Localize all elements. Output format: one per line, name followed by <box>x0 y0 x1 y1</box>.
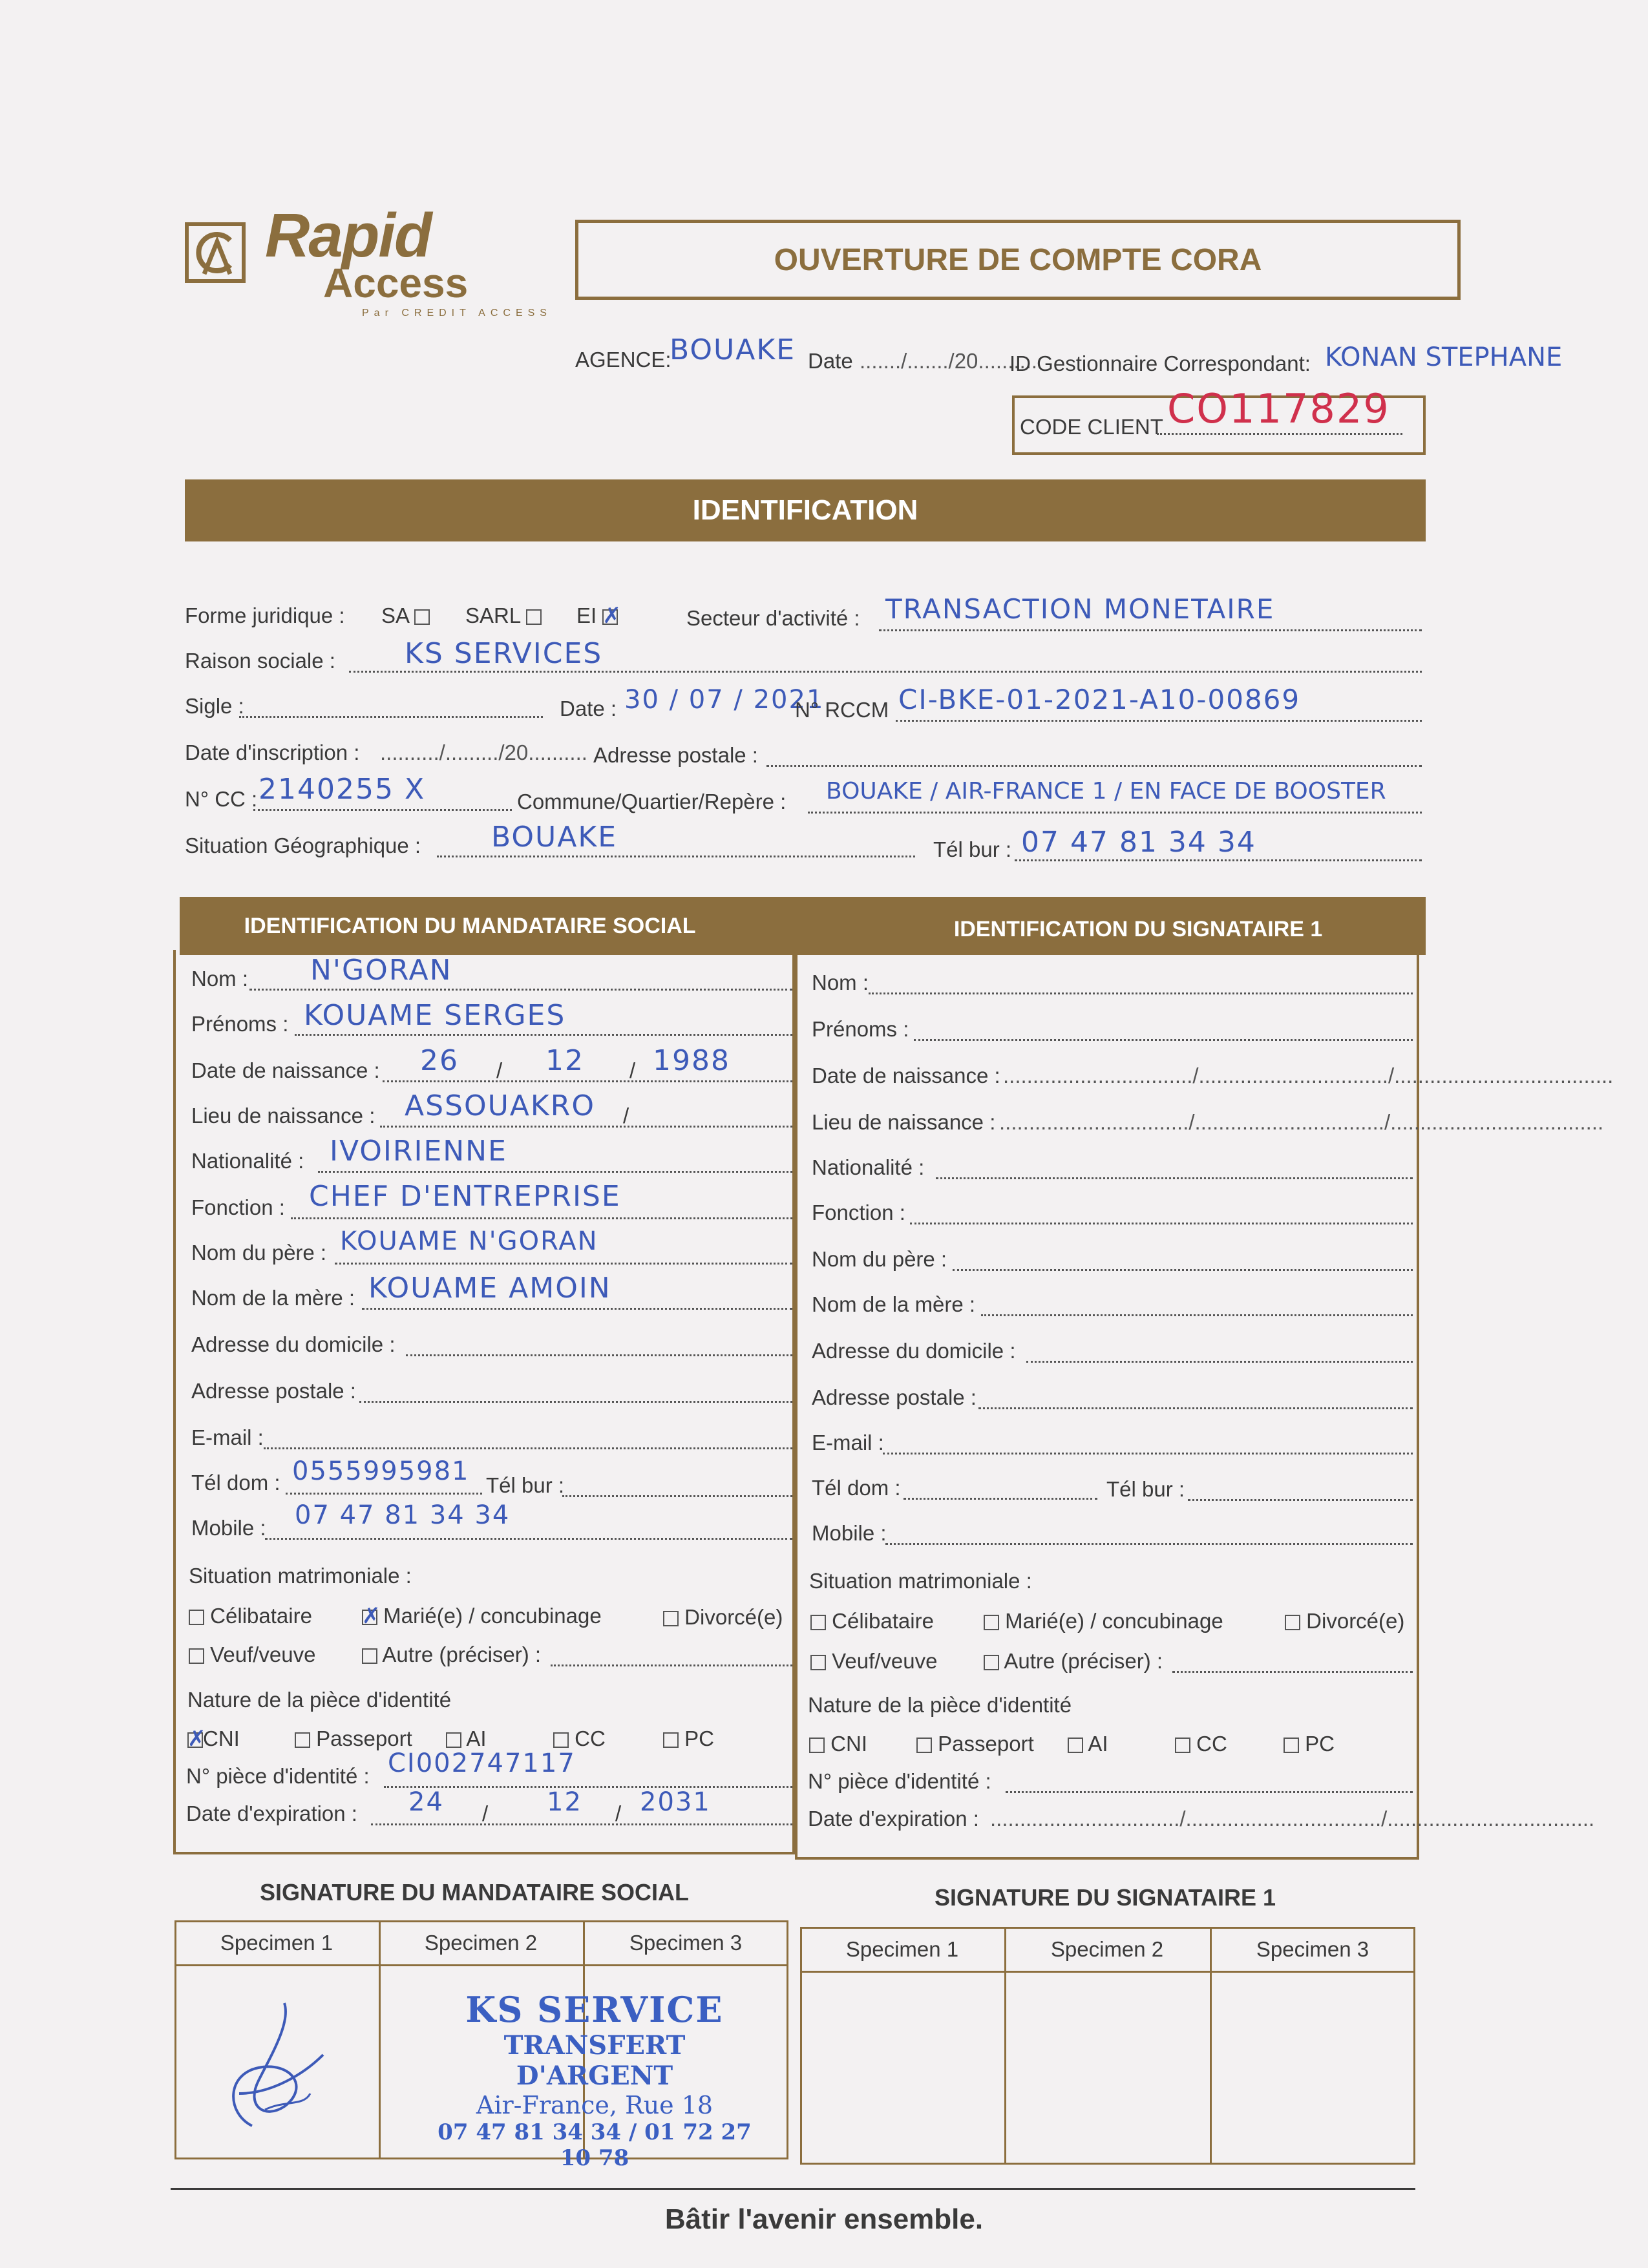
s-passeport-option[interactable] <box>916 1732 1034 1756</box>
m-marie-option-label: Marié(e) / concubinage <box>383 1604 602 1628</box>
m-specimen2-label: Specimen 2 <box>424 1931 538 1955</box>
s-postale-field[interactable] <box>978 1388 1413 1409</box>
date-field[interactable]: ......./......./20.......... <box>860 349 1038 373</box>
m-domicile-label: Adresse du domicile : <box>191 1332 396 1356</box>
s-ai-checkbox[interactable] <box>1068 1738 1083 1753</box>
commune-label: Commune/Quartier/Repère : <box>517 790 787 814</box>
m-autre-checkbox[interactable] <box>362 1648 377 1664</box>
m-ai-option-label: AI <box>466 1727 487 1750</box>
m-passeport-checkbox[interactable] <box>295 1732 310 1748</box>
s-autre-field[interactable] <box>1172 1652 1413 1673</box>
m-marie-checkbox[interactable] <box>362 1610 377 1625</box>
section-headers-band <box>180 897 1426 955</box>
sa-checkbox[interactable] <box>414 609 430 625</box>
s-passeport-option-label: Passeport <box>938 1732 1034 1756</box>
s-pc-checkbox[interactable] <box>1284 1738 1299 1753</box>
logo-access-text: Access <box>323 260 469 306</box>
sigle-label: Sigle : <box>185 694 244 718</box>
m-pc-option-label: PC <box>684 1727 715 1750</box>
logo-subtitle: Par CREDIT ACCESS <box>362 308 552 319</box>
form-title: OUVERTURE DE COMPTE CORA <box>575 220 1461 300</box>
secteur-label: Secteur d'activité : <box>686 606 860 630</box>
m-num-piece-field[interactable]: CI002747117 <box>388 1748 576 1778</box>
m-naissance-month[interactable]: 12 <box>545 1044 584 1077</box>
s-autre-option[interactable] <box>984 1649 1163 1674</box>
m-pc-checkbox[interactable] <box>663 1732 679 1748</box>
s-naissance-field[interactable]: ................................/................................/..................................... <box>1003 1064 1614 1087</box>
m-cni-checkbox[interactable] <box>187 1732 203 1748</box>
raison-sociale-field[interactable]: KS SERVICES <box>405 637 603 670</box>
m-mobile-label: Mobile : <box>191 1516 266 1540</box>
s-cc-option[interactable] <box>1175 1732 1227 1756</box>
s-prenoms-field[interactable] <box>914 1020 1413 1041</box>
footer-slogan: Bâtir l'avenir ensemble. <box>664 2203 984 2235</box>
secteur-field[interactable]: TRANSACTION MONETAIRE <box>885 593 1275 625</box>
m-passeport-option-label: Passeport <box>316 1727 412 1750</box>
s-num-piece-label: N° pièce d'identité : <box>808 1769 991 1793</box>
s-divorce-option[interactable] <box>1285 1609 1404 1633</box>
m-tel-dom-label: Tél dom : <box>191 1471 280 1495</box>
cc-label: N° CC : <box>185 787 258 811</box>
s-mere-field[interactable] <box>981 1295 1413 1316</box>
m-prenoms-label: Prénoms : <box>191 1012 289 1036</box>
sa-option[interactable] <box>381 604 430 628</box>
company-stamp <box>427 1989 763 2171</box>
m-mere-field[interactable]: KOUAME AMOIN <box>368 1272 611 1305</box>
m-nom-field[interactable]: N'GORAN <box>310 954 452 987</box>
creation-date-field[interactable]: 30 / 07 / 2021 <box>624 685 825 715</box>
forme-juridique-label: Forme juridique : <box>185 604 345 627</box>
s-fonction-field[interactable] <box>910 1203 1413 1224</box>
m-prenoms-field[interactable]: KOUAME SERGES <box>304 999 566 1032</box>
m-fonction-label: Fonction : <box>191 1195 285 1219</box>
m-exp-sep1: / <box>482 1801 489 1825</box>
m-autre-field[interactable] <box>551 1645 792 1666</box>
m-domicile-field[interactable] <box>406 1335 792 1356</box>
s-celib-option-label: Célibataire <box>832 1609 934 1633</box>
m-nationalite-field[interactable]: IVOIRIENNE <box>330 1135 507 1168</box>
m-naissance-year[interactable]: 1988 <box>653 1044 730 1077</box>
m-nom-label: Nom : <box>191 967 249 991</box>
m-ai-option[interactable] <box>446 1727 487 1751</box>
adresse-postale-label: Adresse postale : <box>593 743 758 767</box>
brand-logo <box>265 201 552 319</box>
m-autre-option[interactable] <box>362 1643 541 1667</box>
s-cc-option-label: CC <box>1196 1732 1227 1756</box>
situation-geo-field[interactable]: BOUAKE <box>491 821 618 854</box>
s-pc-option-label: PC <box>1305 1732 1335 1756</box>
s-grid-hline <box>800 1971 1415 1973</box>
s-marie-option[interactable] <box>984 1609 1223 1633</box>
code-client-label: CODE CLIENT <box>1020 415 1163 439</box>
tel-bur-field[interactable]: 07 47 81 34 34 <box>1021 826 1256 859</box>
commune-field[interactable]: BOUAKE / AIR-FRANCE 1 / EN FACE DE BOOSTER <box>826 778 1386 804</box>
date-label: Date <box>808 349 853 373</box>
stamp-line2: TRANSFERT D'ARGENT <box>503 2030 686 2091</box>
ei-option-label: EI <box>576 604 597 627</box>
raison-sociale-label: Raison sociale : <box>185 649 335 673</box>
s-mobile-field[interactable] <box>885 1524 1413 1545</box>
s-domicile-label: Adresse du domicile : <box>812 1339 1016 1363</box>
ei-option[interactable] <box>576 604 618 628</box>
mandataire-title: IDENTIFICATION DU MANDATAIRE SOCIAL <box>244 913 696 938</box>
s-fonction-label: Fonction : <box>812 1201 905 1224</box>
m-veuf-checkbox[interactable] <box>189 1648 204 1664</box>
s-domicile-field[interactable] <box>1026 1341 1413 1363</box>
s-nationalite-field[interactable] <box>936 1158 1413 1179</box>
s-divorce-option-label: Divorcé(e) <box>1306 1609 1405 1633</box>
m-veuf-option-label: Veuf/veuve <box>210 1643 316 1666</box>
m-veuf-option[interactable] <box>189 1643 315 1667</box>
s-nom-label: Nom : <box>812 971 869 994</box>
ei-checkbox[interactable] <box>602 609 618 625</box>
m-mobile-field[interactable]: 07 47 81 34 34 <box>295 1500 511 1530</box>
agence-label: AGENCE: <box>575 348 671 372</box>
m-specimen1-label: Specimen 1 <box>220 1931 333 1955</box>
m-celib-option[interactable] <box>189 1604 312 1628</box>
m-email-field[interactable] <box>264 1428 792 1449</box>
s-cc-checkbox[interactable] <box>1175 1738 1190 1753</box>
m-naissance-sep1: / <box>496 1058 503 1082</box>
s-veuf-option[interactable] <box>810 1649 937 1674</box>
s-autre-checkbox[interactable] <box>984 1655 999 1670</box>
s-tel-dom-label: Tél dom : <box>812 1476 901 1500</box>
s-veuf-checkbox[interactable] <box>810 1655 826 1670</box>
s-ai-option-label: AI <box>1088 1732 1108 1756</box>
stamp-line4: 07 47 81 34 34 / 01 72 27 10 78 <box>438 2119 752 2171</box>
rccm-field[interactable]: CI-BKE-01-2021-A10-00869 <box>898 684 1301 715</box>
gestionnaire-label: ID Gestionnaire Correspondant: <box>1009 352 1311 375</box>
m-naissance-sep2: / <box>629 1058 636 1082</box>
tel-bur-label: Tél bur : <box>933 837 1012 861</box>
s-num-piece-field[interactable] <box>1006 1772 1413 1793</box>
s-celib-option[interactable] <box>810 1609 934 1633</box>
handwritten-signature-icon <box>213 1997 336 2132</box>
m-email-label: E-mail : <box>191 1425 264 1449</box>
m-cni-option-label: CNI <box>203 1727 240 1750</box>
m-exp-year[interactable]: 2031 <box>640 1787 711 1817</box>
s-nom-field[interactable] <box>869 973 1413 994</box>
m-ai-checkbox[interactable] <box>446 1732 461 1748</box>
s-piece-label: Nature de la pièce d'identité <box>808 1693 1072 1717</box>
m-marie-option[interactable] <box>362 1604 602 1628</box>
m-exp-month[interactable]: 12 <box>547 1787 582 1817</box>
m-fonction-field[interactable]: CHEF D'ENTREPRISE <box>309 1180 621 1213</box>
m-lieu-field[interactable]: ASSOUAKRO <box>405 1089 595 1122</box>
m-pere-label: Nom du père : <box>191 1241 327 1265</box>
s-tel-bur-label: Tél bur : <box>1106 1477 1185 1501</box>
s-prenoms-label: Prénoms : <box>812 1017 909 1041</box>
s-tel-dom-field[interactable] <box>903 1478 1097 1500</box>
m-lieu-sep: / <box>623 1104 629 1128</box>
s-nationalite-label: Nationalité : <box>812 1155 925 1179</box>
s-expiration-field[interactable]: ................................/................................./................................... <box>990 1807 1595 1831</box>
m-passeport-option[interactable] <box>295 1727 412 1751</box>
logo-rapid-text: Rapid <box>265 201 431 270</box>
s-cni-option-label: CNI <box>830 1732 868 1756</box>
footer-divider <box>171 2188 1415 2190</box>
m-divorce-option[interactable] <box>663 1605 783 1630</box>
m-mere-label: Nom de la mère : <box>191 1286 355 1310</box>
m-divorce-option-label: Divorcé(e) <box>684 1605 783 1629</box>
sa-option-label: SA <box>381 604 409 627</box>
m-tel-dom-field[interactable]: 0555995981 <box>292 1456 470 1486</box>
sigle-field[interactable] <box>239 697 543 718</box>
m-pere-field[interactable]: KOUAME N'GORAN <box>340 1226 598 1256</box>
s-postale-label: Adresse postale : <box>812 1385 977 1409</box>
m-situation-label: Situation matrimoniale : <box>189 1564 412 1588</box>
s-divorce-checkbox[interactable] <box>1285 1615 1300 1630</box>
m-nationalite-label: Nationalité : <box>191 1149 304 1173</box>
m-tel-bur-field[interactable] <box>562 1476 792 1497</box>
m-autre-option-label: Autre (préciser) : <box>382 1643 542 1666</box>
m-cni-option[interactable] <box>187 1727 240 1751</box>
situation-geo-label: Situation Géographique : <box>185 834 421 857</box>
m-pc-option[interactable] <box>663 1727 714 1751</box>
m-divorce-checkbox[interactable] <box>663 1611 679 1626</box>
s-naissance-label: Date de naissance : <box>812 1064 1000 1087</box>
sarl-option-label: SARL <box>465 604 520 627</box>
s-lieu-label: Lieu de naissance : <box>812 1110 996 1134</box>
sarl-option[interactable] <box>465 604 542 628</box>
s-expiration-label: Date d'expiration : <box>808 1807 979 1831</box>
s-ai-option[interactable] <box>1068 1732 1108 1756</box>
rccm-label: N° RCCM <box>795 698 889 722</box>
stamp-line3: Air-France, Rue 18 <box>476 2091 713 2119</box>
inscription-field[interactable]: ........../........./20.......... <box>380 740 587 764</box>
stamp-line1: KS SERVICE <box>465 1989 724 2030</box>
s-situation-label: Situation matrimoniale : <box>809 1569 1032 1593</box>
s-email-label: E-mail : <box>812 1431 884 1454</box>
s-cni-checkbox[interactable] <box>809 1738 825 1753</box>
s-passeport-checkbox[interactable] <box>916 1738 932 1753</box>
s-email-field[interactable] <box>883 1433 1413 1454</box>
s-specimen3-label: Specimen 3 <box>1256 1937 1369 1961</box>
m-cc-option[interactable] <box>553 1727 606 1751</box>
sarl-checkbox[interactable] <box>526 609 542 625</box>
mandataire-signature-title: SIGNATURE DU MANDATAIRE SOCIAL <box>260 1879 689 1906</box>
s-mobile-label: Mobile : <box>812 1521 887 1545</box>
m-exp-sep2: / <box>615 1801 622 1825</box>
s-marie-checkbox[interactable] <box>984 1615 999 1630</box>
m-specimen3-label: Specimen 3 <box>629 1931 743 1955</box>
gestionnaire-field[interactable]: KONAN STEPHANE <box>1325 342 1563 372</box>
s-veuf-option-label: Veuf/veuve <box>832 1649 938 1673</box>
s-mere-label: Nom de la mère : <box>812 1292 976 1316</box>
m-postale-label: Adresse postale : <box>191 1379 356 1403</box>
m-cc-option-label: CC <box>575 1727 606 1750</box>
s-specimen2-label: Specimen 2 <box>1050 1937 1164 1961</box>
signataire-title: IDENTIFICATION DU SIGNATAIRE 1 <box>953 916 1323 941</box>
m-exp-day[interactable]: 24 <box>408 1787 444 1817</box>
s-autre-option-label: Autre (préciser) : <box>1004 1649 1163 1673</box>
s-marie-option-label: Marié(e) / concubinage <box>1005 1609 1223 1633</box>
s-celib-checkbox[interactable] <box>810 1615 826 1630</box>
code-client-field[interactable]: CO117829 <box>1167 385 1390 432</box>
m-naissance-day[interactable]: 26 <box>420 1044 459 1077</box>
s-pc-option[interactable] <box>1284 1732 1335 1756</box>
m-piece-label: Nature de la pièce d'identité <box>187 1688 452 1712</box>
identification-header: IDENTIFICATION <box>185 479 1426 541</box>
cc-field[interactable]: 2140255 X <box>259 773 426 806</box>
s-pere-field[interactable] <box>953 1250 1413 1271</box>
m-lieu-label: Lieu de naissance : <box>191 1104 375 1128</box>
creation-date-label: Date : <box>560 697 617 720</box>
m-celib-checkbox[interactable] <box>189 1610 204 1625</box>
m-naissance-label: Date de naissance : <box>191 1058 380 1082</box>
agence-field[interactable]: BOUAKE <box>670 333 796 366</box>
logo-mark-icon <box>185 222 246 283</box>
s-specimen1-label: Specimen 1 <box>845 1937 959 1961</box>
m-celib-option-label: Célibataire <box>210 1604 312 1628</box>
adresse-postale-field[interactable] <box>766 746 1422 767</box>
s-tel-bur-field[interactable] <box>1188 1480 1413 1501</box>
signataire-signature-title: SIGNATURE DU SIGNATAIRE 1 <box>935 1884 1276 1911</box>
s-cni-option[interactable] <box>809 1732 867 1756</box>
m-num-piece-label: N° pièce d'identité : <box>186 1764 370 1788</box>
m-grid-hline <box>174 1964 788 1966</box>
s-pere-label: Nom du père : <box>812 1247 947 1271</box>
m-cc-checkbox[interactable] <box>553 1732 569 1748</box>
m-expiration-label: Date d'expiration : <box>186 1801 357 1825</box>
inscription-label: Date d'inscription : <box>185 740 360 764</box>
s-lieu-field[interactable]: ................................/................................/.................................... <box>999 1110 1604 1134</box>
m-tel-bur-label: Tél bur : <box>486 1473 565 1497</box>
m-postale-field[interactable] <box>359 1381 792 1403</box>
